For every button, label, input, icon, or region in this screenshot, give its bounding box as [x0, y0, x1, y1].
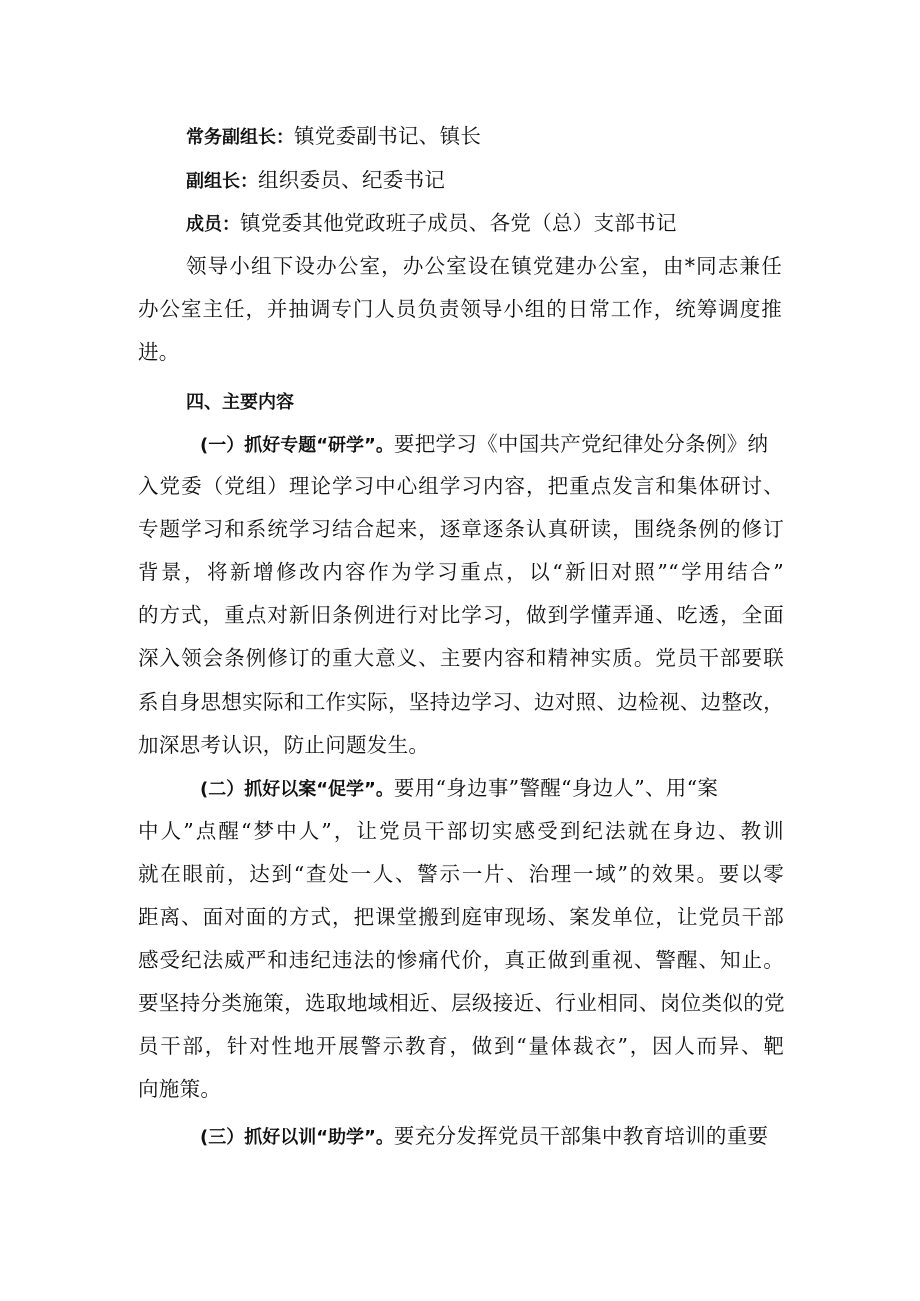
- paragraph-line: 就在眼前，达到“查处一人、警示一片、治理一域”的效果。要以零: [138, 862, 784, 886]
- role-text: 镇党委其他党政班子成员、各党（总）支部书记: [240, 211, 677, 235]
- item-heading: (一）抓好专题“研学”。: [200, 435, 394, 456]
- paragraph-line: 中人”点醒“梦中人”，让党员干部切实感受到纪法就在身边、教训: [138, 819, 784, 843]
- paragraph-line: 距离、面对面的方式，把课堂搬到庭审现场、案发单位，让党员干部: [138, 905, 784, 929]
- paragraph-text: 要用“身边事”警醒“身边人”、用“案: [393, 776, 719, 800]
- item-heading: (三）抓好以训“助学”。: [200, 1127, 394, 1148]
- paragraph-line: 背景，将新增修改内容作为学习重点，以“新旧对照”“学用结合”: [138, 560, 784, 584]
- paragraph-line: 深入领会条例修订的重大意义、主要内容和精神实质。党员干部要联: [138, 646, 784, 670]
- paragraph-line: 的方式，重点对新旧条例进行对比学习，做到学懂弄通、吃透，全面: [138, 603, 784, 627]
- role-text: 镇党委副书记、镇长: [294, 124, 482, 148]
- item-first-line: [200, 431, 784, 459]
- paragraph-line: 感受纪法威严和违纪违法的惨痛代价，真正做到重视、警醒、知止。: [138, 948, 784, 972]
- paragraph-line: 专题学习和系统学习结合起来，逐章逐条认真研读，围绕条例的修订: [138, 517, 784, 541]
- role-line-deputy: [186, 167, 445, 195]
- role-line-deputy-executive: [186, 123, 481, 151]
- item-first-line: [200, 1123, 768, 1151]
- section-heading: 四、主要内容: [186, 392, 294, 413]
- paragraph-line: 向施策。: [138, 1077, 222, 1101]
- paragraph-text: 要充分发挥党员干部集中教育培训的重要: [393, 1124, 769, 1148]
- role-line-members: [186, 210, 677, 238]
- role-label: 常务副组长：: [186, 127, 294, 148]
- paragraph-line: 加深思考认识，防止问题发生。: [138, 733, 430, 757]
- paragraph-line: 进。: [138, 340, 180, 364]
- paragraph-line: 员干部，针对性地开展警示教育，做到“量体裁衣”，因人而异、靶: [138, 1034, 784, 1058]
- item-heading: (二）抓好以案“促学”。: [200, 779, 394, 800]
- role-label: 副组长：: [186, 171, 258, 192]
- paragraph-line: 要坚持分类施策，选取地域相近、层级接近、行业相同、岗位类似的党: [138, 991, 784, 1015]
- paragraph-line: 办公室主任，并抽调专门人员负责领导小组的日常工作，统筹调度推: [138, 297, 782, 321]
- item-first-line: [200, 775, 718, 803]
- paragraph-line: 系自身思想实际和工作实际，坚持边学习、边对照、边检视、边整改，: [138, 690, 784, 714]
- paragraph-line: 入党委（党组）理论学习中心组学习内容，把重点发言和集体研讨、: [138, 474, 784, 498]
- paragraph-line: 领导小组下设办公室，办公室设在镇党建办公室，由*同志兼任: [186, 254, 782, 278]
- role-label: 成员：: [186, 214, 240, 235]
- role-text: 组织委员、纪委书记: [258, 168, 446, 192]
- paragraph-text: 要把学习《中国共产党纪律处分条例》纳: [393, 432, 769, 456]
